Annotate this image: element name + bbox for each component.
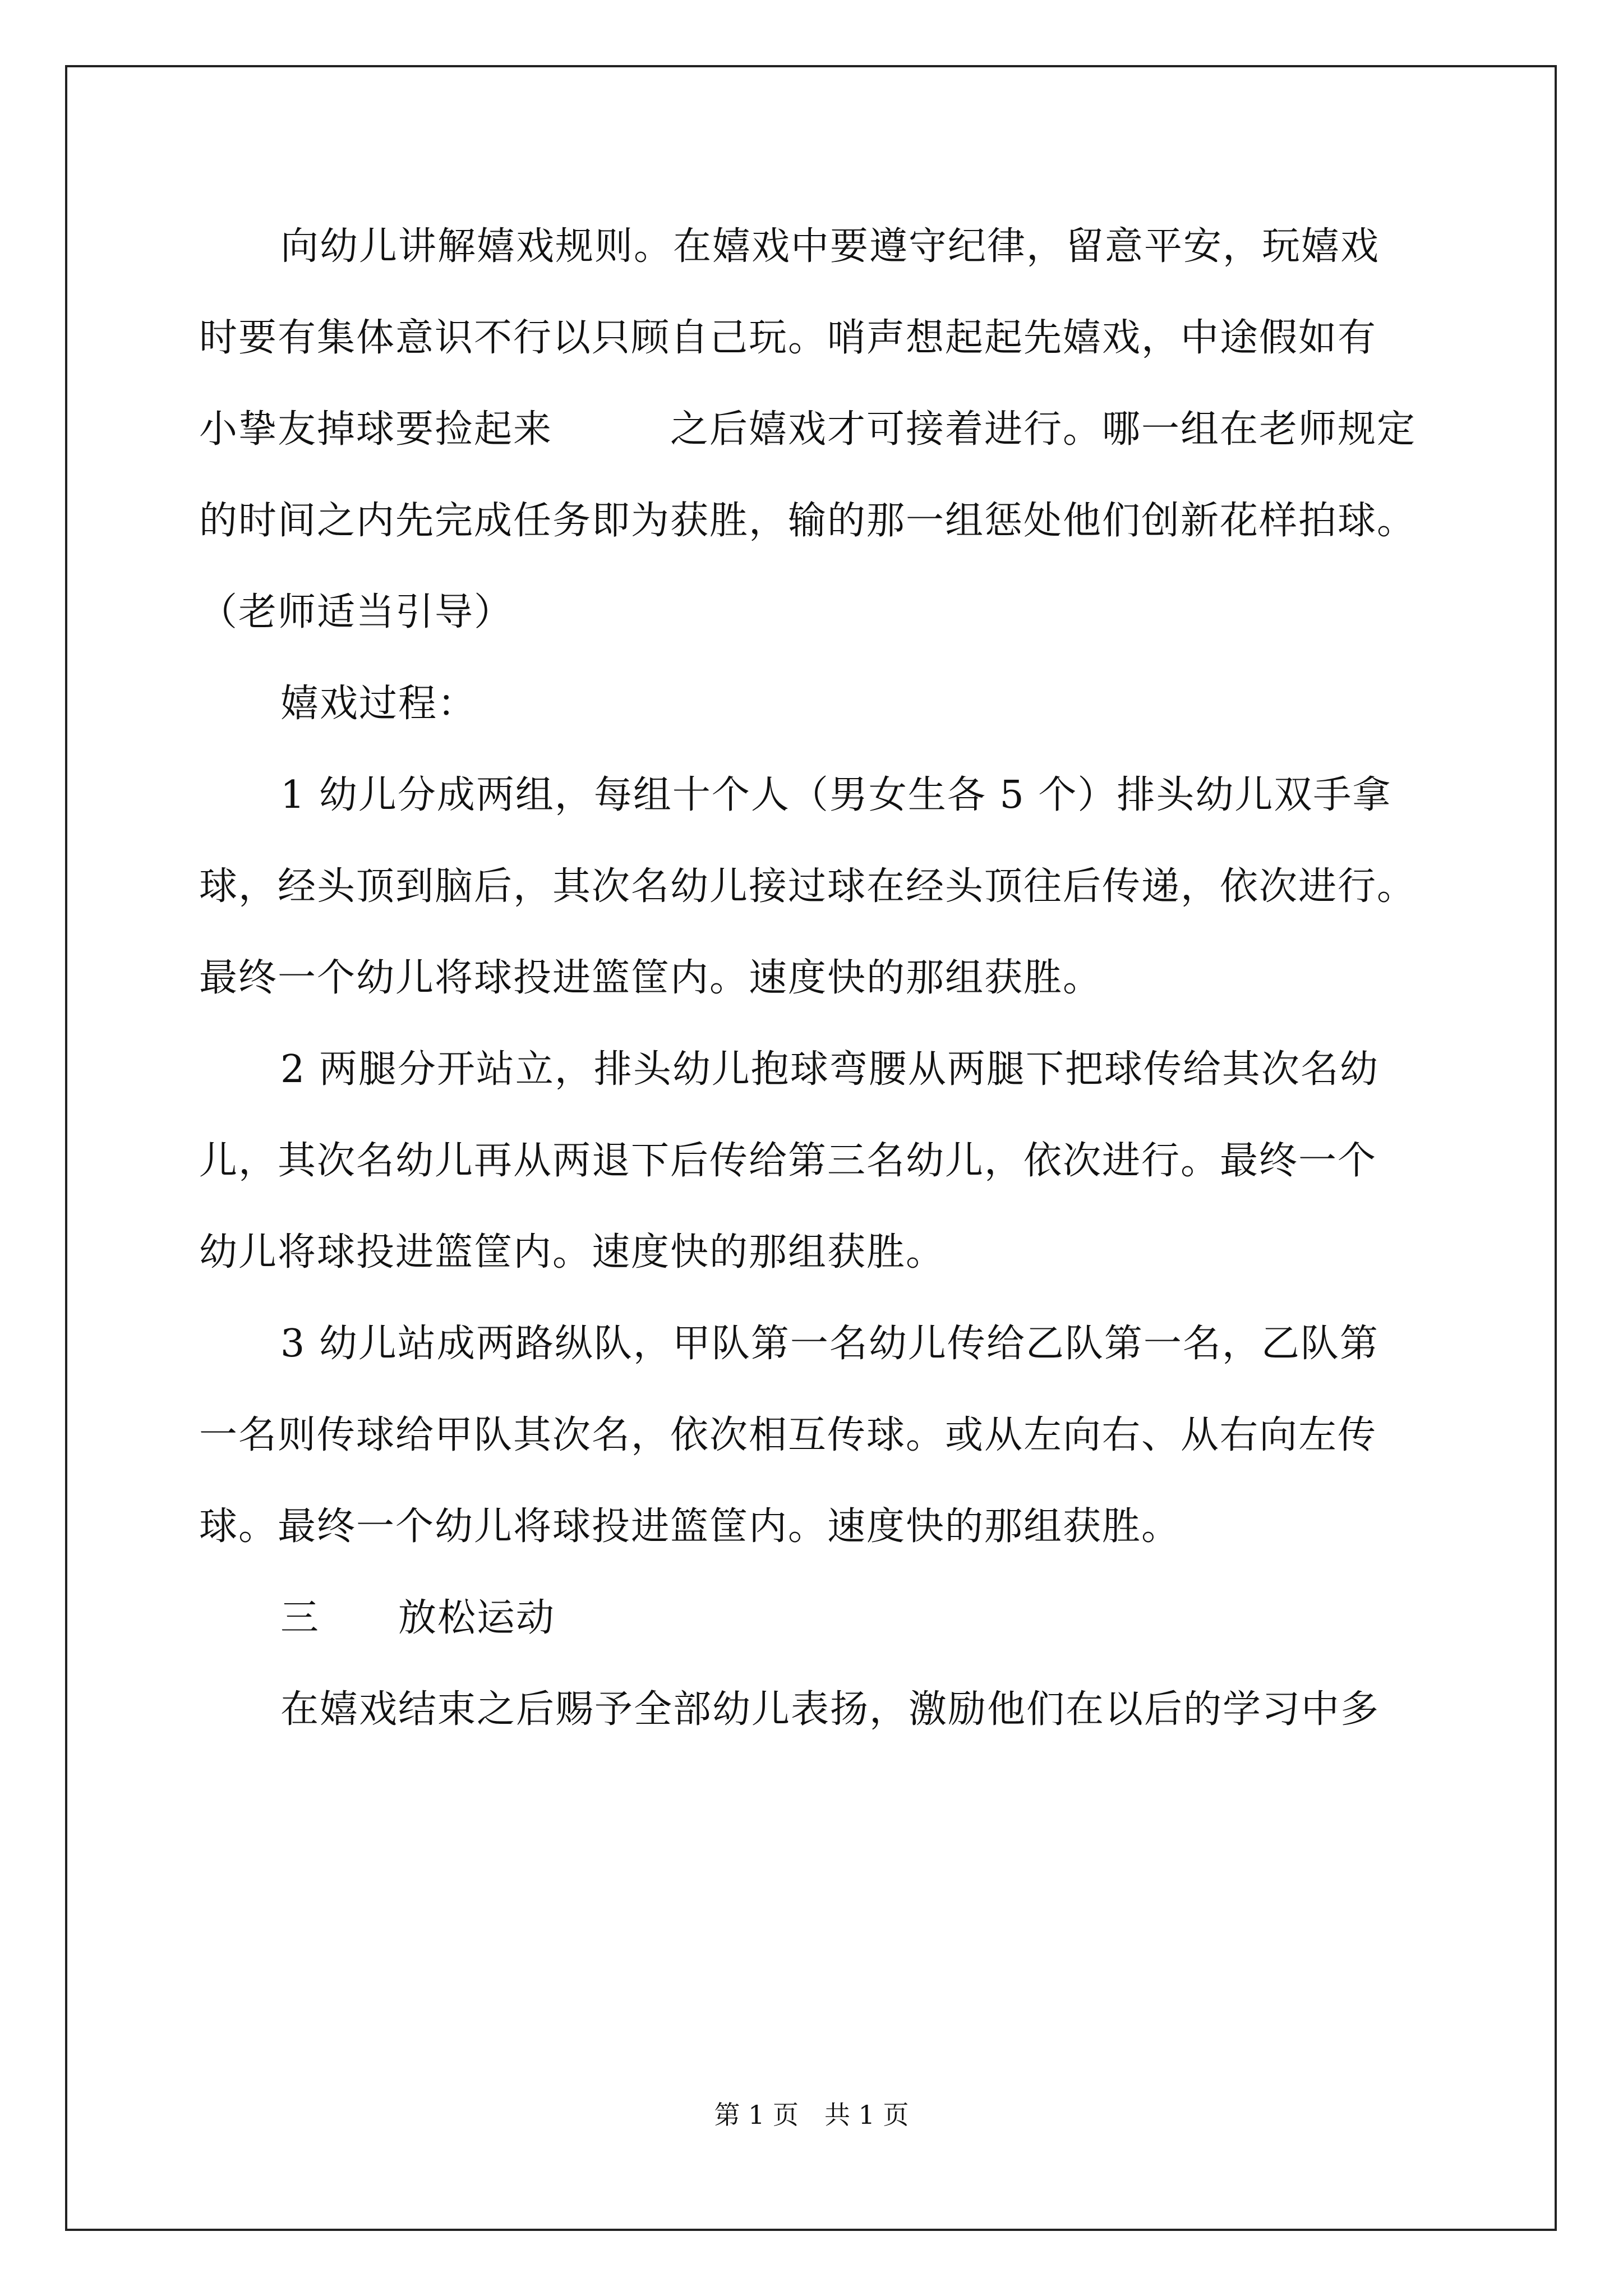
paragraph-line-12: 幼儿将球投进篮筐内。速度快的那组获胜。 [199, 1230, 946, 1274]
section-heading-relax: 三 放松运动 [280, 1596, 556, 1640]
paragraph-line-2: 时要有集体意识不行以只顾自己玩。哨声想起起先嬉戏，中途假如有 [199, 316, 1377, 360]
paragraph-line-14: 一名则传球给甲队其次名，依次相互传球。或从左向右、从右向左传 [199, 1413, 1377, 1457]
paragraph-line-10: 2 两腿分开站立，排头幼儿抱球弯腰从两腿下把球传给其次名幼 [280, 1047, 1379, 1092]
paragraph-line-7: 1 幼儿分成两组，每组十个人（男女生各 5 个）排头幼儿双手拿 [280, 773, 1392, 817]
paragraph-line-13: 3 幼儿站成两路纵队，甲队第一名幼儿传给乙队第一名，乙队第 [280, 1322, 1379, 1366]
paragraph-line-5: （老师适当引导） [199, 590, 514, 634]
paragraph-line-1: 向幼儿讲解嬉戏规则。在嬉戏中要遵守纪律，留意平安，玩嬉戏 [280, 224, 1380, 269]
paragraph-line-15: 球。最终一个幼儿将球投进篮筐内。速度快的那组获胜。 [199, 1504, 1181, 1549]
paragraph-line-11: 儿，其次名幼儿再从两退下后传给第三名幼儿，依次进行。最终一个 [199, 1139, 1377, 1183]
paragraph-line-3: 小挚友掉球要捡起来 之后嬉戏才可接着进行。哪一组在老师规定 [199, 407, 1417, 452]
paragraph-line-17: 在嬉戏结束之后赐予全部幼儿表扬，激励他们在以后的学习中多 [280, 1687, 1380, 1732]
paragraph-line-8: 球，经头顶到脑后，其次名幼儿接过球在经头顶往后传递，依次进行。 [199, 864, 1417, 909]
paragraph-line-9: 最终一个幼儿将球投进篮筐内。速度快的那组获胜。 [199, 956, 1103, 1000]
paragraph-line-4: 的时间之内先完成任务即为获胜，输的那一组惩处他们创新花样拍球。 [199, 499, 1417, 543]
page-footer: 第 1 页 共 1 页 [714, 2100, 909, 2130]
section-heading-process: 嬉戏过程： [280, 682, 477, 726]
